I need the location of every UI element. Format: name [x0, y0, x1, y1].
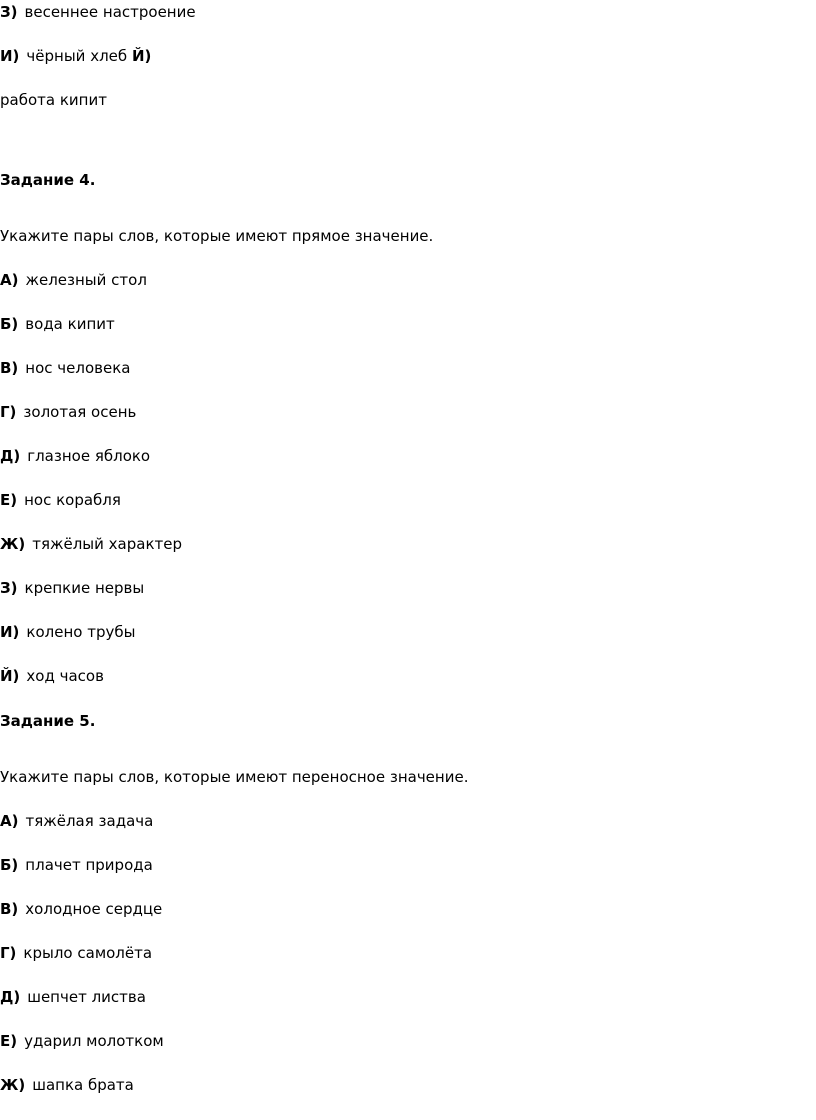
option-letter: Ж)	[0, 1076, 26, 1094]
task4-option	[0, 270, 147, 290]
task4-prompt: Укажите пары слов, которые имеют прямое значение.	[0, 227, 434, 245]
task5-prompt: Укажите пары слов, которые имеют переносное значение.	[0, 768, 469, 786]
task4-option	[0, 446, 150, 466]
task4-option	[0, 490, 121, 510]
task4-option	[0, 314, 115, 334]
option-letter: Й)	[0, 667, 20, 685]
option-letter: И)	[0, 623, 20, 641]
option-text: вода кипит	[25, 315, 115, 333]
option-letter: А)	[0, 812, 19, 830]
option-text: нос корабля	[24, 491, 121, 509]
option-letter: З)	[0, 3, 18, 21]
option-letter: Б)	[0, 856, 19, 874]
option-text: крыло самолёта	[23, 944, 153, 962]
option-letter: И)	[0, 47, 20, 65]
option-text: чёрный хлеб	[26, 47, 128, 65]
task5-option	[0, 943, 152, 963]
task4-option	[0, 402, 136, 422]
option-text: ход часов	[26, 667, 104, 685]
option-letter: З)	[0, 579, 18, 597]
option-text: железный стол	[25, 271, 147, 289]
option-letter: Д)	[0, 988, 21, 1006]
option-z-prev	[0, 2, 196, 22]
option-text: колено трубы	[26, 623, 136, 641]
option-letter: Д)	[0, 447, 21, 465]
task4-option	[0, 358, 130, 378]
option-letter: А)	[0, 271, 19, 289]
task4-option	[0, 578, 144, 598]
option-text: ударил молотком	[24, 1032, 164, 1050]
option-text: тяжёлая задача	[25, 812, 154, 830]
option-text: шапка брата	[32, 1076, 134, 1094]
option-letter: В)	[0, 900, 19, 918]
task5-option	[0, 811, 153, 831]
option-text: золотая осень	[23, 403, 137, 421]
option-letter: Г)	[0, 403, 17, 421]
option-text: весеннее настроение	[24, 3, 196, 21]
option-letter: В)	[0, 359, 19, 377]
option-text: нос человека	[25, 359, 131, 377]
task4-option	[0, 534, 182, 554]
option-letter: Г)	[0, 944, 17, 962]
option-text: глазное яблоко	[27, 447, 151, 465]
option-letter: Ж)	[0, 535, 26, 553]
task5-option	[0, 855, 153, 875]
task5-option	[0, 1075, 134, 1095]
option-text: тяжёлый характер	[32, 535, 182, 553]
task5-option	[0, 987, 146, 1007]
option-text: плачет природа	[25, 856, 153, 874]
task4-heading: Задание 4.	[0, 171, 96, 189]
task5-option	[0, 1031, 164, 1051]
option-text: шепчет листва	[27, 988, 146, 1006]
option-continuation: работа кипит	[0, 91, 107, 109]
task5-option	[0, 899, 162, 919]
option-i-prev	[0, 46, 151, 66]
option-text: холодное сердце	[25, 900, 163, 918]
option-text: крепкие нервы	[24, 579, 145, 597]
option-letter: Б)	[0, 315, 19, 333]
task5-heading: Задание 5.	[0, 712, 96, 730]
option-letter: Е)	[0, 491, 18, 509]
option-letter-next: Й)	[131, 47, 152, 65]
task4-option	[0, 622, 135, 642]
task4-option	[0, 666, 104, 686]
option-letter: Е)	[0, 1032, 18, 1050]
